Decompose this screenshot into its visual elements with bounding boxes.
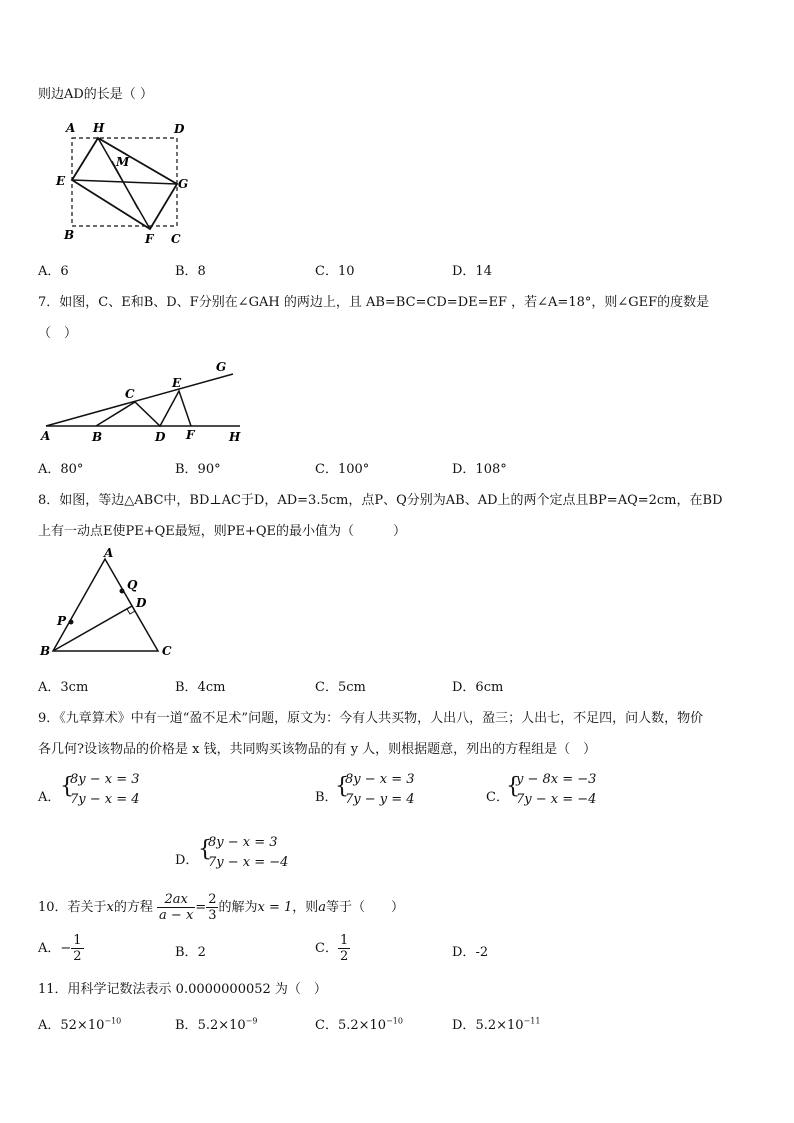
q9-option-d-eq1: 8y − x = 3 (208, 835, 278, 850)
q10-option-a-frac (71, 933, 83, 964)
q8-label-B: B (40, 644, 51, 658)
q10-solution: x = 1 (257, 900, 293, 915)
q7-option-d: D．108° (452, 462, 507, 477)
q11-option-b-label: B． (175, 1018, 198, 1033)
q7-label-G: G (216, 360, 227, 374)
q9-option-b-eq2: 7y − y = 4 (345, 792, 415, 807)
q11-stem: 11．用科学记数法表示 0.0000000052 为（ ） (38, 982, 327, 997)
q9-option-d-eq2: 7y − x = −4 (208, 855, 289, 870)
q11-option-d-exp: −11 (523, 1016, 541, 1026)
q7-stem-line1: 7．如图，C、E和B、D、F分别在∠GAH 的两边上，且 AB=BC=CD=DE=EF ，若∠A=18°，则∠GEF的度数是 (38, 295, 710, 310)
q10-option-d-text: -2 (475, 945, 489, 960)
q9-option-a-eq2: 7y − x = 4 (70, 792, 140, 807)
q6-option-c: C．10 (315, 264, 355, 279)
q8-label-P: P (57, 614, 67, 628)
q11-option-a-label: A． (38, 1018, 61, 1033)
q7-option-a: A．80° (38, 462, 84, 477)
q10-stem (38, 889, 404, 927)
q7-label-D: D (155, 430, 166, 444)
q7-option-b: B．90° (175, 462, 221, 477)
q6-label-D: D (174, 122, 185, 136)
q8-option-c: C．5cm (315, 680, 366, 695)
q9-stem-line2: 各几何?设该物品的价格是 x 钱，共同购买该物品的有 y 人，则根据题意，列出的方程组是（ ） (38, 742, 597, 757)
q10-frac-right-den: 3 (208, 908, 217, 923)
q11-option-a-exp: −10 (104, 1016, 122, 1026)
q11-option-c-base: 5.2×10 (337, 1018, 387, 1033)
q7-stem-line2: （ ） (38, 326, 78, 341)
q10-option-c (315, 932, 350, 966)
q11-option-a-base: 52×10 (60, 1018, 105, 1033)
q11-option-b-base: 5.2×10 (197, 1018, 246, 1033)
q8-option-a: A．3cm (38, 680, 89, 695)
q6-figure (50, 116, 200, 248)
q10-option-a (38, 932, 84, 966)
q9-option-c-label: C． (486, 790, 509, 805)
q8-label-A: A (104, 546, 114, 560)
q7-figure (38, 356, 253, 446)
q9-option-a-label: A． (38, 790, 61, 805)
q10-frac-left-num: 2ax (157, 892, 195, 908)
q8-option-b: B．4cm (175, 680, 226, 695)
q6-label-A: A (66, 121, 76, 135)
q10-option-a-label: A． (38, 941, 61, 956)
q9-stem-line1: 9．《九章算术》中有一道“盈不足术”问题，原文为：今有人共买物，人出八，盈三；人出七，不足四，问人数，物价 (38, 711, 704, 726)
q11-option-b-exp: −9 (245, 1016, 258, 1026)
q11-option-a (38, 1014, 121, 1033)
q6-label-F: F (145, 232, 154, 246)
q9-option-b-label: B． (315, 790, 338, 805)
q8-figure (38, 545, 188, 665)
q6-label-E: E (56, 174, 66, 188)
q10-option-a-sign: − (60, 941, 72, 956)
q10-option-c-den: 2 (339, 949, 349, 964)
q11-option-d (452, 1014, 540, 1033)
q6-stem: 则边AD的长是（ ） (38, 87, 153, 102)
q6-label-C: C (171, 232, 181, 246)
q7-label-A: A (41, 429, 51, 443)
q8-label-Q: Q (127, 578, 138, 592)
q10-option-c-frac (338, 933, 350, 964)
q8-option-d: D．6cm (452, 680, 504, 695)
q10-frac-left (157, 892, 195, 923)
q9-option-a-system: { 8y − x = 3 7y − x = 4 (60, 770, 150, 814)
q9-option-c-eq1: y − 8x = −3 (516, 772, 597, 787)
q10-frac-left-den: a − x (159, 908, 194, 923)
q11-option-c-exp: −10 (386, 1016, 403, 1026)
q7-label-F: F (186, 428, 195, 442)
q6-option-d: D．14 (452, 264, 492, 279)
q6-label-B: B (64, 228, 75, 242)
q10-mid2: 的解为 (218, 900, 258, 915)
q9-option-b-eq1: 8y − x = 3 (345, 772, 415, 787)
q7-label-C: C (125, 387, 135, 401)
q7-label-E: E (172, 376, 182, 390)
q10-option-a-num: 1 (73, 933, 82, 948)
q10-option-b-label: B． (175, 945, 198, 960)
q6-label-M: M (116, 155, 130, 169)
q10-var-a: a (318, 900, 327, 915)
q7-label-B: B (92, 430, 103, 444)
q10-frac-right (206, 892, 218, 923)
q11-option-c (315, 1014, 403, 1033)
q9-option-a-eq1: 8y − x = 3 (70, 772, 140, 787)
q9-option-c-eq2: 7y − x = −4 (516, 792, 597, 807)
q8-label-C: C (162, 644, 172, 658)
q8-stem-line1: 8．如图，等边△ABC中，BD⊥AC于D，AD=3.5cm，点P、Q分别为AB、AD上的两个定点且BP=AQ=2cm，在BD (38, 493, 723, 508)
q6-option-b: B．8 (175, 264, 206, 279)
q10-mid1: 的方程 (113, 900, 153, 915)
q9-option-d-system: { 8y − x = 3 7y − x = −4 (198, 833, 298, 877)
q11-option-d-label: D． (452, 1018, 476, 1033)
q8-label-D: D (136, 596, 147, 610)
q7-label-H: H (229, 430, 241, 444)
q9-option-d-label: D． (175, 853, 199, 868)
q10-var-x: x (106, 900, 114, 915)
q10-option-a-den: 2 (73, 949, 82, 964)
q10-option-c-num: 1 (339, 933, 349, 948)
q6-option-a: A．6 (38, 264, 69, 279)
q10-equals: = (195, 900, 207, 915)
q10-option-d (452, 941, 488, 960)
q10-option-b (175, 941, 206, 960)
q10-option-d-label: D． (452, 945, 476, 960)
q6-label-H: H (93, 121, 105, 135)
q11-option-d-base: 5.2×10 (475, 1018, 524, 1033)
q10-frac-right-num: 2 (208, 892, 217, 907)
q11-option-b (175, 1014, 257, 1033)
q10-suffix: 等于（ ） (326, 900, 405, 915)
q10-mid3: ，则 (292, 900, 319, 915)
q8-stem-line2: 上有一动点E使PE+QE最短，则PE+QE的最小值为（ ） (38, 524, 407, 539)
q10-option-c-label: C． (315, 941, 338, 956)
q9-option-b-system: { 8y − x = 3 7y − y = 4 (335, 770, 425, 814)
q10-option-b-text: 2 (197, 945, 206, 960)
q6-label-G: G (178, 177, 189, 191)
q9-option-c-system: { y − 8x = −3 7y − x = −4 (506, 770, 606, 814)
q10-prefix: 10．若关于 (38, 900, 107, 915)
q7-option-c: C．100° (315, 462, 370, 477)
q11-option-c-label: C． (315, 1018, 338, 1033)
